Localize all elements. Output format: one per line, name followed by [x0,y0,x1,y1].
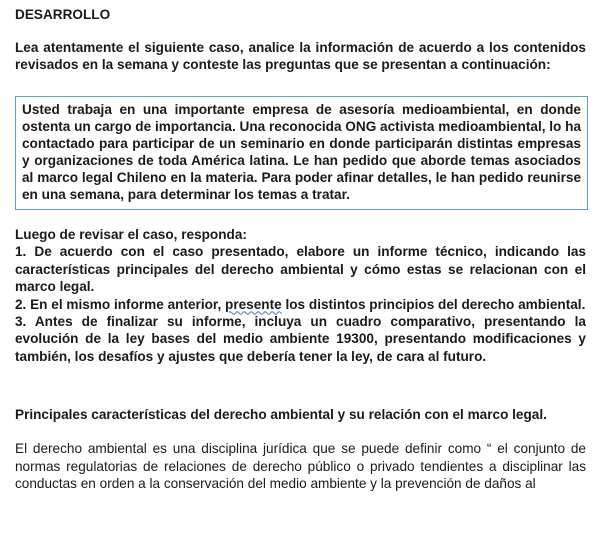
case-box [15,96,588,210]
body-paragraph: El derecho ambiental es una disciplina jurídica que se puede definir como “ el conjunto de normas regulatorias de relaciones de derecho público o privado tendientes a disciplinar las conductas en orden a la conservación del medio ambiente y la prevención de daños al [15,441,586,492]
document-heading: DESARROLLO [15,7,111,22]
questions-block [15,226,586,365]
spellcheck-flagged-word[interactable]: presente [225,296,282,312]
question-2 [15,296,586,313]
case-text: Usted trabaja en una importante empresa de asesoría medioambiental, en donde ostenta un cargo de importancia. Una reconocida ONG activista medioambiental, lo ha contactado para participar de un seminario en donde participarán distintas empresas y organizaciones de toda América latina. Le han pedido que aborde temas asociados al marco legal Chileno en la materia. Para poder afinar detalles, le han pedido reunirse en una semana, para determinar los temas a tratar. [22,102,581,202]
question-2-start: 2. En el mismo informe anterior, [15,296,222,312]
intro-paragraph: Lea atentamente el siguiente caso, analice la información de acuerdo a los contenidos revisados en la semana y conteste las preguntas que se presentan a continuación: [15,40,586,72]
question-2-end: los distintos principios del derecho ambiental. [285,296,586,312]
section-title: Principales características del derecho ambiental y su relación con el marco legal. [15,407,547,423]
questions-intro: Luego de revisar el caso, responda: [15,227,247,242]
question-3: 3. Antes de finalizar su informe, incluya un cuadro comparativo, presentando la evolución de la ley bases del medio ambiente 19300, presentando modificaciones y también, los desafíos y ajustes que debería tener la ley, de cara al futuro. [15,314,586,364]
document-page [15,6,586,506]
question-1: 1. De acuerdo con el caso presentado, elabore un informe técnico, indicando las características principales del derecho ambiental y cómo estas se relacionan con el marco legal. [15,244,586,295]
